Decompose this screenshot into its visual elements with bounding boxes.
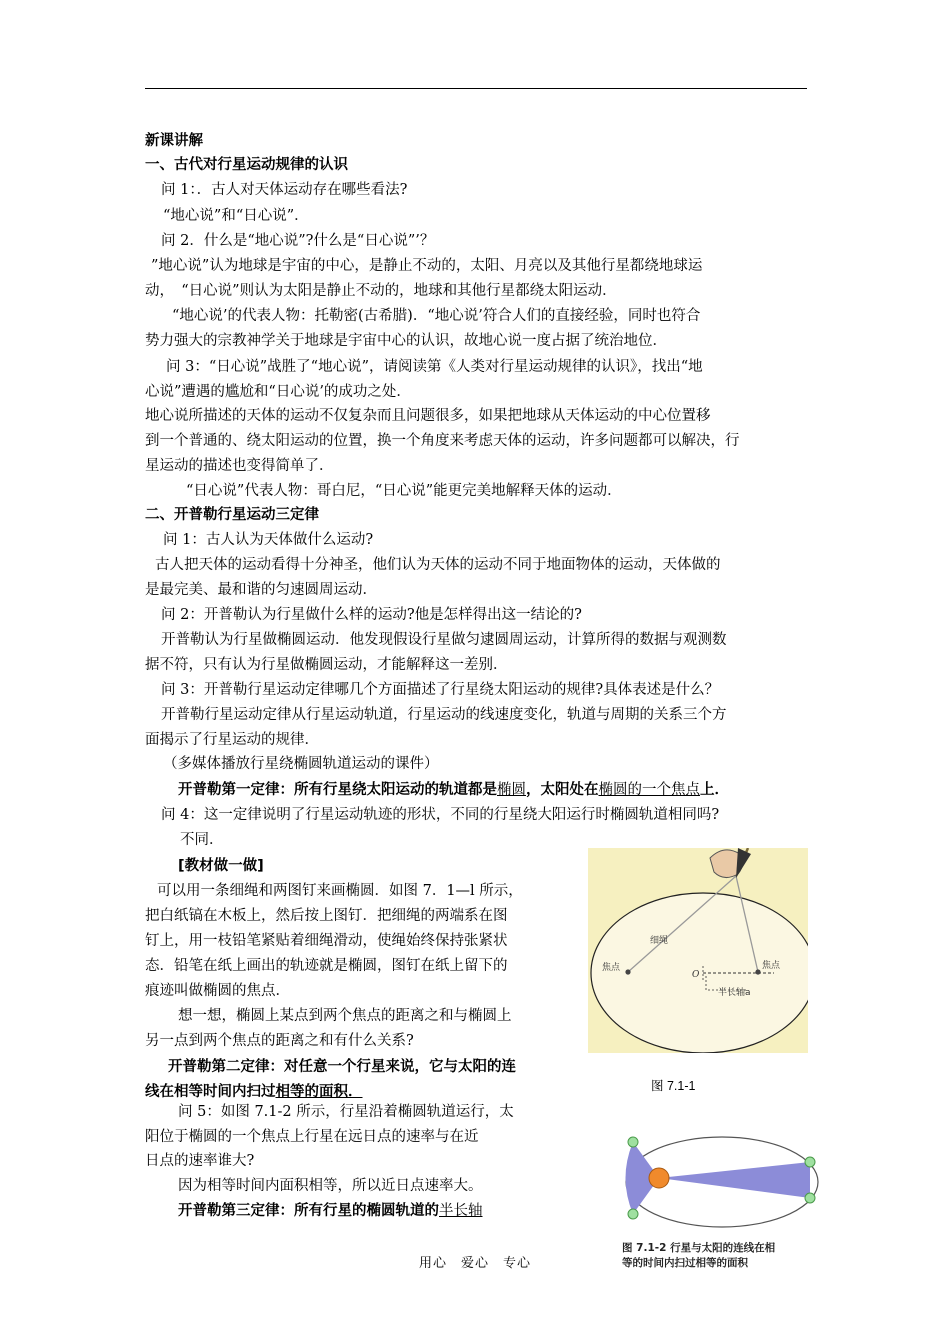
part2-a4: 不同． <box>180 832 224 848</box>
part1-q3-line1: 问 3：“日心说”战胜了“地心说”，请阅读第《人类对行星运动规律的认识》，找出“地 <box>166 359 703 375</box>
law1-text-e: 上． <box>700 782 729 798</box>
part1-a3-line3: 星运动的描述也变得简单了． <box>145 458 334 474</box>
law2-text-a: 线在相等时间内扫过 <box>145 1084 276 1100</box>
q5-line1: 问 5：如图 7.1-2 所示，行星沿着椭圆轨道运行，太 <box>178 1104 514 1120</box>
activity-line4: 态．铅笔在纸上画出的轨迹就是椭圆，图钉在纸上留下的 <box>145 958 508 974</box>
part1-a3-line4: “日心说”代表人物：哥白尼，“日心说”能更完美地解释天体的运动． <box>186 483 622 499</box>
figure-ellipse-drawing <box>588 848 808 1053</box>
part1-a1: “地心说”和“日心说”． <box>163 208 309 224</box>
activity-line5: 痕迹叫做椭圆的焦点． <box>145 983 290 999</box>
part1-p-line1: “地心说’的代表人物：托勒密(古希腊)．“地心说’符合人们的直接经验，同时也符合 <box>172 308 701 324</box>
part2-q1: 问 1：古人认为天体做什么运动? <box>163 532 374 548</box>
part2-heading: 二、开普勒行星运动三定律 <box>145 507 319 523</box>
part1-q3-line2: 心说”遭遇的尴尬和“日心说’的成功之处． <box>145 384 411 400</box>
figure2-planet-3 <box>805 1157 815 1167</box>
part1-a2-line2: 动， “日心说”则认为太阳是静止不动的，地球和其他行星都绕太阳运动． <box>145 283 617 299</box>
law1-ellipse: 椭圆 <box>497 782 526 798</box>
law3-semimajor: 半长轴 <box>439 1203 483 1219</box>
part2-q2: 问 2：开普勒认为行星做什么样的运动?他是怎样得出这一结论的? <box>161 607 582 623</box>
q5-line3: 日点的速率谁大? <box>145 1153 255 1169</box>
figure1-pin-left <box>625 969 630 974</box>
figure2-planet-2 <box>628 1209 638 1219</box>
activity-title: [教材做一做] <box>178 858 264 874</box>
activity-line3: 钉上，用一枝铅笔紧贴着细绳滑动，使绳始终保持张紧状 <box>145 933 508 949</box>
law1-text-a: 开普勒第一定律：所有行星绕太阳运动的轨道都是 <box>178 782 497 798</box>
page-footer: 用心 爱心 专心 <box>419 1256 532 1271</box>
part1-q2: 问 2．什么是“地心说”?什么是“日心说”’？ <box>161 233 435 249</box>
figure1-ellipse <box>591 893 808 1053</box>
part2-a2-line1: 开普勒认为行星做椭圆运动．他发现假设行星做匀逮圆周运动，计算所得的数据与观测数 <box>161 632 727 648</box>
think-line2: 另一点到两个焦点的距离之和有什么关系? <box>145 1033 414 1049</box>
think-line1: 想一想，椭圆上某点到两个焦点的距离之和与椭圆上 <box>178 1008 512 1024</box>
part1-q1: 问 1：．古人对天体运动存在哪些看法? <box>161 182 408 198</box>
figure1-label-focus-right: 焦点 <box>762 961 781 971</box>
law2-line2 <box>145 1080 363 1101</box>
law1 <box>178 778 729 799</box>
figure1-label-focus-left: 焦点 <box>602 963 621 973</box>
law1-text-c: ，太阳处在 <box>526 782 599 798</box>
part2-a1-line1: 古人把天体的运动看得十分神圣，他们认为天体的运动不同于地面物体的运动，天体做的 <box>155 557 721 573</box>
part2-media: （多媒体播放行星绕椭圆轨道运动的课件） <box>163 756 439 772</box>
part2-a3-line1: 开普勒行星运动定律从行星运动轨道，行星运动的线速度变化，轨道与周期的关系三个方 <box>161 707 727 723</box>
part2-a1-line2: 是最完美、最和谐的匀速圆周运动． <box>145 582 377 598</box>
figure1-pin-right <box>755 969 760 974</box>
law2-area: 相等的面积． <box>275 1084 363 1100</box>
law1-focus: 椭圆的一个焦点 <box>598 782 700 798</box>
activity-line1: 可以用一条细绳和两图钉来画椭圆．如图 7．1—l 所示， <box>157 883 523 899</box>
part2-a3-line2: 面揭示了行星运动的规律． <box>145 732 319 748</box>
law2-line1: 开普勒第二定律：对任意一个行星来说，它与太阳的连 <box>168 1059 516 1075</box>
part1-a2-line1: ”地心说”认为地球是宇宙的中心，是静止不动的，太阳、月亮以及其他行星都绕地球运 <box>151 258 703 274</box>
figure1-caption: 图 7.1-1 <box>651 1079 696 1093</box>
activity-line2: 把白纸镐在木板上，然后按上图钉．把细绳的两端系在图 <box>145 908 508 924</box>
part2-a2-line2: 据不符，只有认为行星做椭圆运动，才能解释这一差别． <box>145 657 508 673</box>
part1-a3-line2: 到一个普通的、绕太阳运动的位置，换一个角度来考虑天体的运动，许多问题都可以解决，行 <box>145 433 740 449</box>
section-title: 新课讲解 <box>145 133 203 149</box>
part1-p-line2: 势力强大的宗教神学关于地球是宇宙中心的认识，故地心说一度占据了统治地位． <box>145 333 667 349</box>
law3 <box>178 1199 483 1220</box>
header-rule <box>145 88 807 89</box>
q5-line2: 阳位于椭圆的一个焦点上行星在远日点的速率与在近 <box>145 1129 479 1145</box>
figure-orbit-drawing <box>612 1128 830 1238</box>
part1-a3-line1: 地心说所描述的天体的运动不仅复杂而且问题很多，如果把地球从天体运动的中心位置移 <box>145 408 711 424</box>
part2-q3: 问 3：开普勒行星运动定律哪几个方面描述了行星绕太阳运动的规律?具体表述是什么？ <box>161 682 720 698</box>
figure2-planet-1 <box>628 1137 638 1147</box>
figure2-sun <box>649 1168 669 1188</box>
part2-q4: 问 4：这一定律说明了行星运动轨迹的形状，不同的行星绕大阳运行时椭圆轨道相同吗? <box>161 807 720 823</box>
figure1-label-rope: 细绳 <box>650 936 669 946</box>
law3-text-a: 开普勒第三定律：所有行星的椭圆轨道的 <box>178 1203 439 1219</box>
figure2-caption-line1: 图 7.1-2 行星与太阳的连线在相 <box>622 1242 776 1254</box>
figure1-label-center: O <box>692 970 700 980</box>
figure2-planet-4 <box>805 1193 815 1203</box>
a5: 因为相等时间内面积相等，所以近日点速率大。 <box>178 1178 483 1194</box>
figure2-caption-line2: 等的时间内扫过相等的面积 <box>622 1257 748 1269</box>
part1-heading: 一、古代对行星运动规律的认识 <box>145 157 348 173</box>
figure1-label-semi: 半长轴a <box>718 988 751 998</box>
